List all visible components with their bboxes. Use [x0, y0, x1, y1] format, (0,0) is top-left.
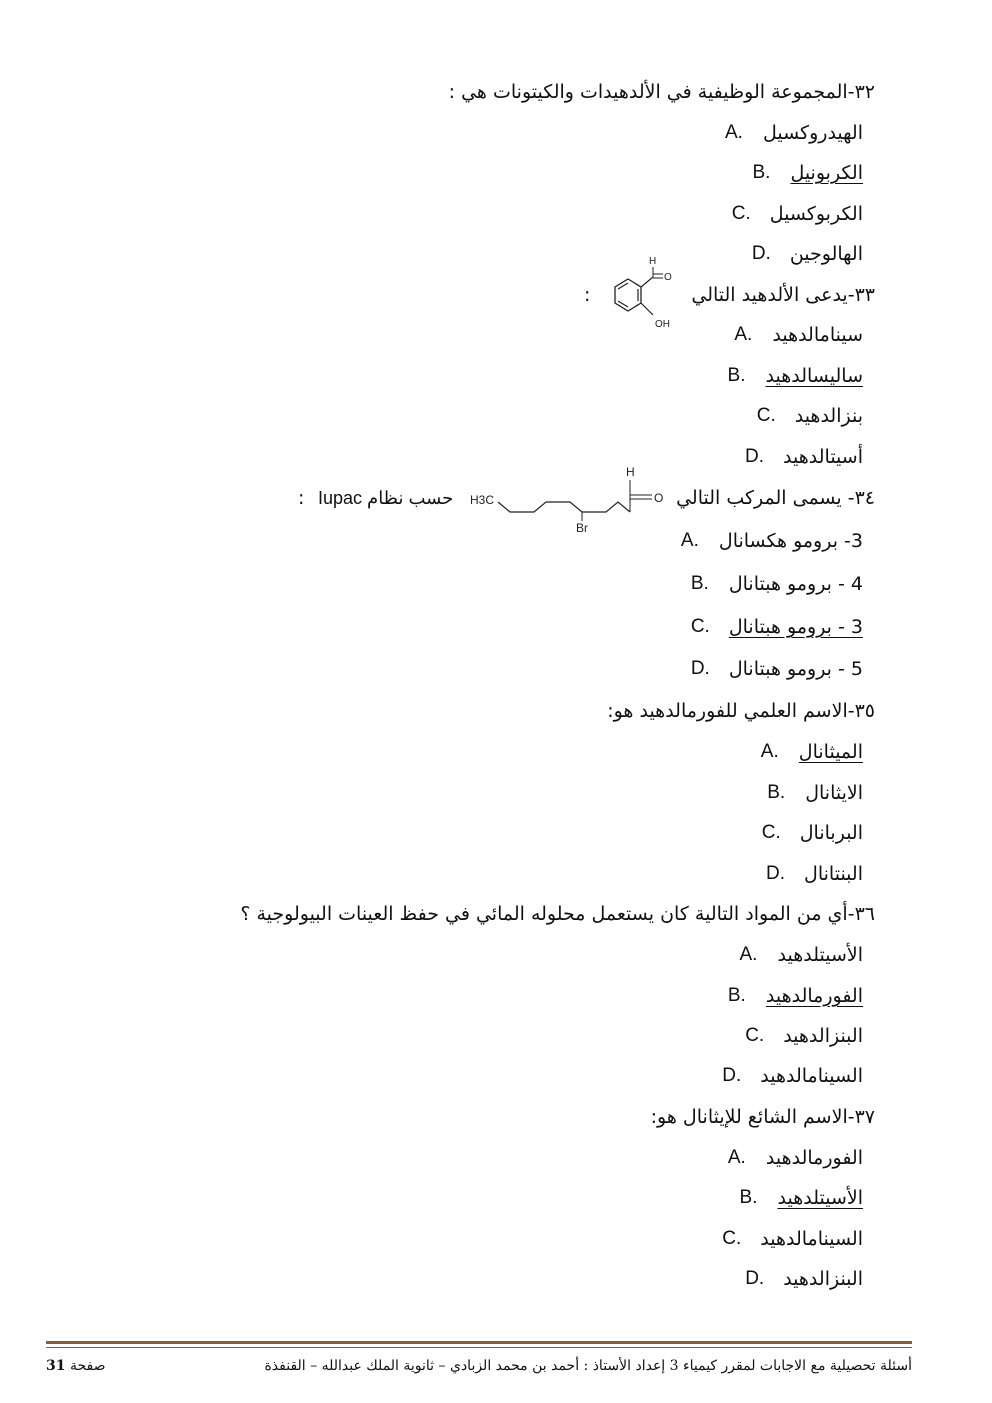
option-text: البنزالدهيد: [783, 1268, 863, 1290]
option-letter: B.: [727, 985, 746, 1006]
q37-option-b[interactable]: [740, 1186, 876, 1210]
question-32-stem: ٣٢-المجموعة الوظيفية في الألدهيدات والكيتونات هي :: [448, 81, 875, 103]
q37-option-a[interactable]: [728, 1146, 875, 1170]
option-text: البنتانال: [804, 863, 863, 885]
footer-title: أسئلة تحصيلية مع الاجابات لمقرر كيمياء 3 إعداد الأستاذ : أحمد بن محمد الزبادي – ثانوية الملك عبدالله – القنفذة: [264, 1358, 912, 1374]
option-text: الأسيتلدهيد: [777, 1187, 863, 1209]
option-text: 3- برومو هكسانال: [718, 530, 863, 552]
q36-option-b[interactable]: [728, 984, 875, 1008]
q37-option-c[interactable]: [722, 1227, 875, 1251]
q32-option-c[interactable]: [732, 202, 875, 226]
option-letter: A.: [739, 944, 758, 965]
footer-divider: [46, 1341, 912, 1344]
mol-o-label: O: [664, 272, 672, 283]
option-letter: D.: [745, 446, 765, 467]
q37-option-d[interactable]: [745, 1267, 875, 1291]
q35-option-d[interactable]: [766, 862, 875, 886]
question-35-stem: ٣٥-الاسم العلمي للفورمالدهيد هو:: [607, 700, 875, 722]
option-text: الكربوكسيل: [769, 203, 863, 225]
option-letter: A.: [680, 530, 699, 551]
q33-option-d[interactable]: [745, 445, 875, 469]
option-letter: B.: [739, 1187, 758, 1208]
q34-option-b[interactable]: [691, 572, 875, 596]
option-letter: C.: [690, 616, 710, 637]
option-text: السينامالدهيد: [760, 1228, 863, 1250]
option-letter: C.: [745, 1025, 765, 1046]
mol-h3c-label: H3C: [470, 493, 495, 507]
option-letter: B.: [752, 162, 771, 183]
option-letter: C.: [756, 405, 776, 426]
option-text: الكربونيل: [790, 162, 863, 184]
q34-option-c[interactable]: [691, 615, 875, 639]
question-37-stem: ٣٧-الاسم الشائع للإيثانال هو:: [650, 1106, 875, 1128]
option-letter: A.: [734, 324, 753, 345]
option-text: البنزالدهيد: [783, 1025, 863, 1047]
question-34-colon: :: [298, 487, 305, 509]
option-text: الأسيتلدهيد: [777, 944, 863, 966]
mol-h-label: H: [626, 465, 635, 479]
page-number: 31: [46, 1358, 66, 1374]
question-36-stem: ٣٦-أي من المواد التالية كان يستعمل محلوله المائي في حفظ العينات البيولوجية ؟: [240, 903, 875, 925]
option-text: سينامالدهيد: [772, 324, 863, 346]
option-letter: A.: [760, 741, 779, 762]
option-letter: A.: [724, 122, 743, 143]
option-letter: B.: [727, 365, 746, 386]
option-letter: B.: [767, 782, 786, 803]
q32-option-b[interactable]: [752, 161, 875, 185]
option-text: الفورمالدهيد: [765, 1147, 863, 1169]
option-letter: B.: [690, 573, 709, 594]
option-text: ساليسالدهيد: [765, 365, 863, 387]
option-text: الهيدروكسيل: [762, 122, 863, 144]
option-letter: A.: [727, 1147, 746, 1168]
option-text: الميثانال: [798, 741, 863, 763]
page-label: صفحة: [69, 1358, 106, 1374]
q36-option-a[interactable]: [740, 943, 876, 967]
option-text: 5 - برومو هبتانال: [728, 658, 863, 680]
option-text: أسيتالدهيد: [783, 446, 863, 468]
question-34-stem-tail: حسب نظام Iupac: [318, 488, 454, 508]
question-33-stem: ٣٣-يدعى الألدهيد التالي: [691, 284, 875, 306]
q32-option-a[interactable]: [725, 121, 875, 145]
option-text: الايثانال: [805, 782, 863, 804]
option-text: الفورمالدهيد: [765, 985, 863, 1007]
q33-option-a[interactable]: [734, 323, 875, 347]
question-33-colon: :: [584, 284, 591, 306]
option-text: السينامالدهيد: [760, 1065, 863, 1087]
option-letter: D.: [766, 863, 786, 884]
footer-page-number: [46, 1356, 105, 1376]
q32-option-d[interactable]: [752, 242, 875, 266]
q33-option-c[interactable]: [757, 404, 875, 428]
q35-option-c[interactable]: [762, 821, 875, 845]
option-text: بنزالدهيد: [794, 405, 863, 427]
option-letter: D.: [690, 658, 710, 679]
option-letter: C.: [761, 822, 781, 843]
option-letter: C.: [722, 1228, 742, 1249]
option-text: 4 - برومو هبتانال: [728, 573, 863, 595]
option-letter: D.: [745, 1268, 765, 1289]
option-letter: D.: [751, 243, 771, 264]
q34-option-d[interactable]: [691, 657, 875, 681]
footer-divider-thin: [46, 1347, 912, 1348]
mol-oh-label: OH: [655, 319, 670, 330]
q33-option-b[interactable]: [728, 364, 875, 388]
option-text: 3 - برومو هبتانال: [728, 616, 863, 638]
3-bromoheptanal-structure: [466, 462, 676, 537]
mol-h-label: H: [649, 256, 657, 267]
q34-option-a[interactable]: [681, 529, 875, 553]
mol-br-label: Br: [576, 521, 588, 535]
option-letter: D.: [722, 1065, 742, 1086]
mol-o-label: O: [654, 491, 664, 505]
option-text: الهالوجين: [789, 243, 863, 265]
question-34-stem: ٣٤- يسمى المركب التالي: [676, 487, 875, 509]
option-letter: C.: [731, 203, 751, 224]
q36-option-d[interactable]: [722, 1064, 875, 1088]
option-text: البربانال: [799, 822, 863, 844]
q35-option-a[interactable]: [761, 740, 875, 764]
q36-option-c[interactable]: [745, 1024, 875, 1048]
salicylaldehyde-structure: [600, 255, 680, 330]
q35-option-b[interactable]: [767, 781, 875, 805]
